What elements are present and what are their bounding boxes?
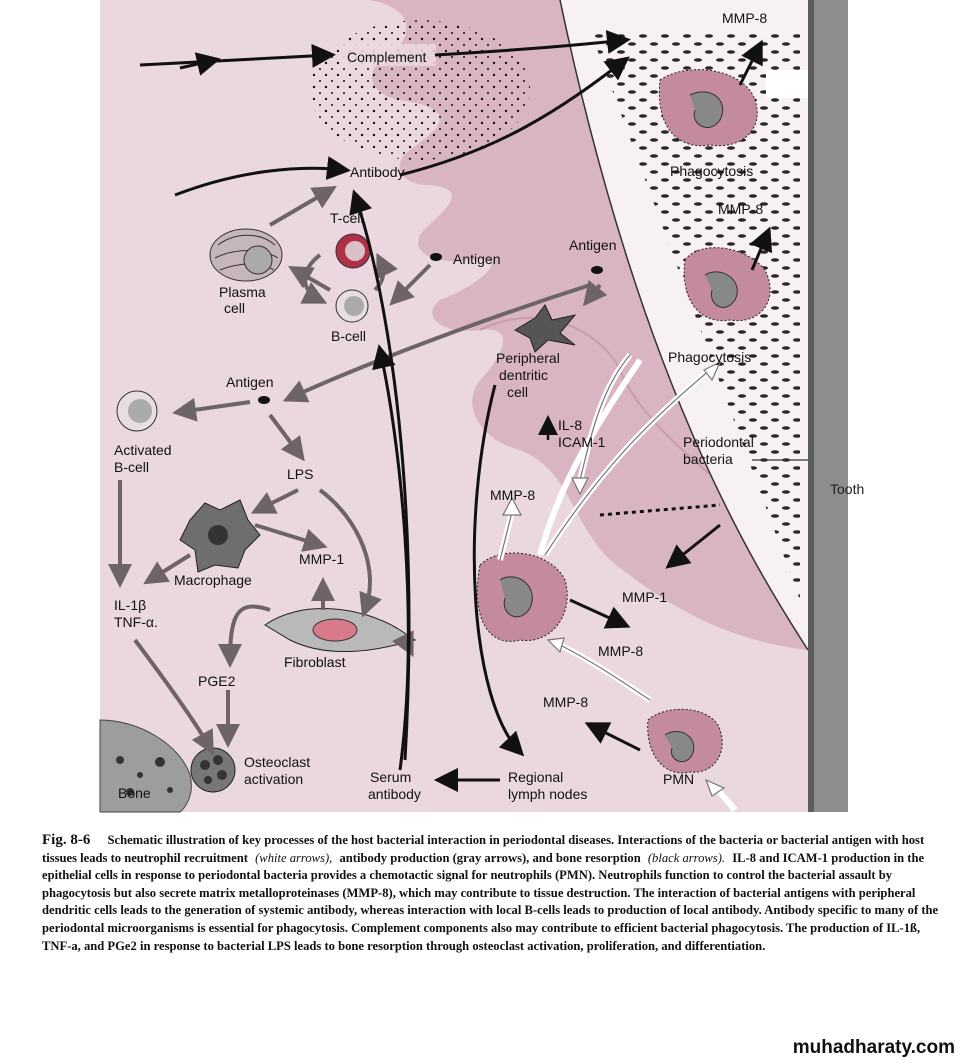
label-osteoclast-activation: Osteoclast <box>244 754 311 770</box>
caption-text: and bone resorption <box>532 850 641 865</box>
label-antigen-bcell: Antigen <box>453 251 501 267</box>
label-periodontal-bacteria: Periodontal <box>683 434 754 450</box>
label-periodontal-bacteria: bacteria <box>683 451 733 467</box>
caption-text: IL-8 and ICAM-1 production in the epithelial cells in response to periodontal bacteria provides a chemotactic signal for neutrophils (PMN). Neutrophils function to control the bacterial assault by phagocytosis but also secrete matrix metalloproteinases (MMP-8), which may contribute to tissue destruction. The interaction of bacterial antigens with peripheral dendritic cells leads to the generation of systemic antibody, whereas interaction with local B-cells leads to production of local antibody. Antibody specific to many of the periodontal microorganisms is essential for phagocytosis. Complement components also may contribute to efficient bacterial phagocytosis. The production of IL-1ß, <box>42 850 939 935</box>
label-antigen-left: Antigen <box>226 374 274 390</box>
label-icam1: ICAM-1 <box>558 434 606 450</box>
b-cell <box>336 290 368 322</box>
label-mmp8-top: MMP-8 <box>722 10 768 26</box>
label-macrophage: Macrophage <box>174 572 252 588</box>
pmn-middle <box>477 553 567 641</box>
label-pge2: PGE2 <box>198 673 236 689</box>
label-lps: LPS <box>287 466 314 482</box>
label-plasma-cell: Plasma <box>219 284 266 300</box>
label-peripheral-dendritic-cell: cell <box>507 384 529 400</box>
label-regional-lymph-nodes: Regional <box>508 769 564 785</box>
label-tnfa: TNF-α. <box>114 614 158 630</box>
label-mmp8-white: MMP-8 <box>490 487 536 503</box>
label-il1b: IL-1β <box>114 597 147 613</box>
label-mmp8-mid: MMP-8 <box>718 201 764 217</box>
activated-b-cell <box>117 391 157 431</box>
label-t-cell: T-cell <box>330 210 364 226</box>
caption-white-arrows: (white arrows), <box>255 850 333 865</box>
label-mmp1-left: MMP-1 <box>299 551 345 567</box>
label-serum-antibody: Serum <box>370 769 412 785</box>
label-complement: Complement <box>347 49 427 65</box>
figure-number: Fig. 8-6 <box>42 832 91 848</box>
caption-text: antibody production (gray arrows), <box>339 850 530 865</box>
osteoclast <box>191 748 235 792</box>
label-fibroblast: Fibroblast <box>284 654 346 670</box>
label-il8: IL-8 <box>558 417 583 433</box>
label-mmp1-right: MMP-1 <box>622 589 668 605</box>
label-phagocytosis-mid: Phagocytosis <box>668 349 752 365</box>
label-b-cell: B-cell <box>331 328 367 344</box>
caption-text: in response to bacterial LPS leads to bone resorption through osteoclast activation, proliferation, and differentiation. <box>139 938 766 953</box>
t-cell <box>336 234 370 268</box>
label-plasma-cell: cell <box>224 300 246 316</box>
caption-text: Schematic illustration of key processes of the host bacterial interaction in periodontal diseases. Interactions of the bacteria or bacterial antigen with host tissues leads to neutrophil recruitment <box>42 833 925 865</box>
antigen-dot <box>430 253 442 261</box>
antigen-dot <box>591 266 603 274</box>
label-peripheral-dendritic-cell: Peripheral <box>496 350 560 366</box>
caption-black-arrows: (black arrows). <box>647 850 726 865</box>
label-antigen-epithelium: Antigen <box>569 237 617 253</box>
site-watermark: muhadharaty.com <box>792 1037 955 1058</box>
figure-caption <box>42 832 947 955</box>
label-peripheral-dendritic-cell: dentritic <box>499 367 549 383</box>
label-osteoclast-activation: activation <box>244 771 304 787</box>
caption-text: TNF-a, and PGe2 <box>42 938 137 953</box>
label-antibody: Antibody <box>350 164 405 180</box>
label-phagocytosis-top: Phagocytosis <box>670 163 754 179</box>
label-activated-b-cell: Activated <box>114 442 172 458</box>
label-pmn: PMN <box>663 771 695 787</box>
label-bone: Bone <box>118 785 151 801</box>
complement-dots <box>310 20 530 160</box>
label-activated-b-cell: B-cell <box>114 459 150 475</box>
plasma-cell <box>210 229 282 281</box>
label-mmp8-black: MMP-8 <box>598 643 644 659</box>
antigen-dot <box>258 396 270 404</box>
label-serum-antibody: antibody <box>368 786 421 802</box>
label-regional-lymph-nodes: lymph nodes <box>508 786 588 802</box>
label-mmp8-low: MMP-8 <box>543 694 589 710</box>
label-tooth: Tooth <box>830 481 865 497</box>
